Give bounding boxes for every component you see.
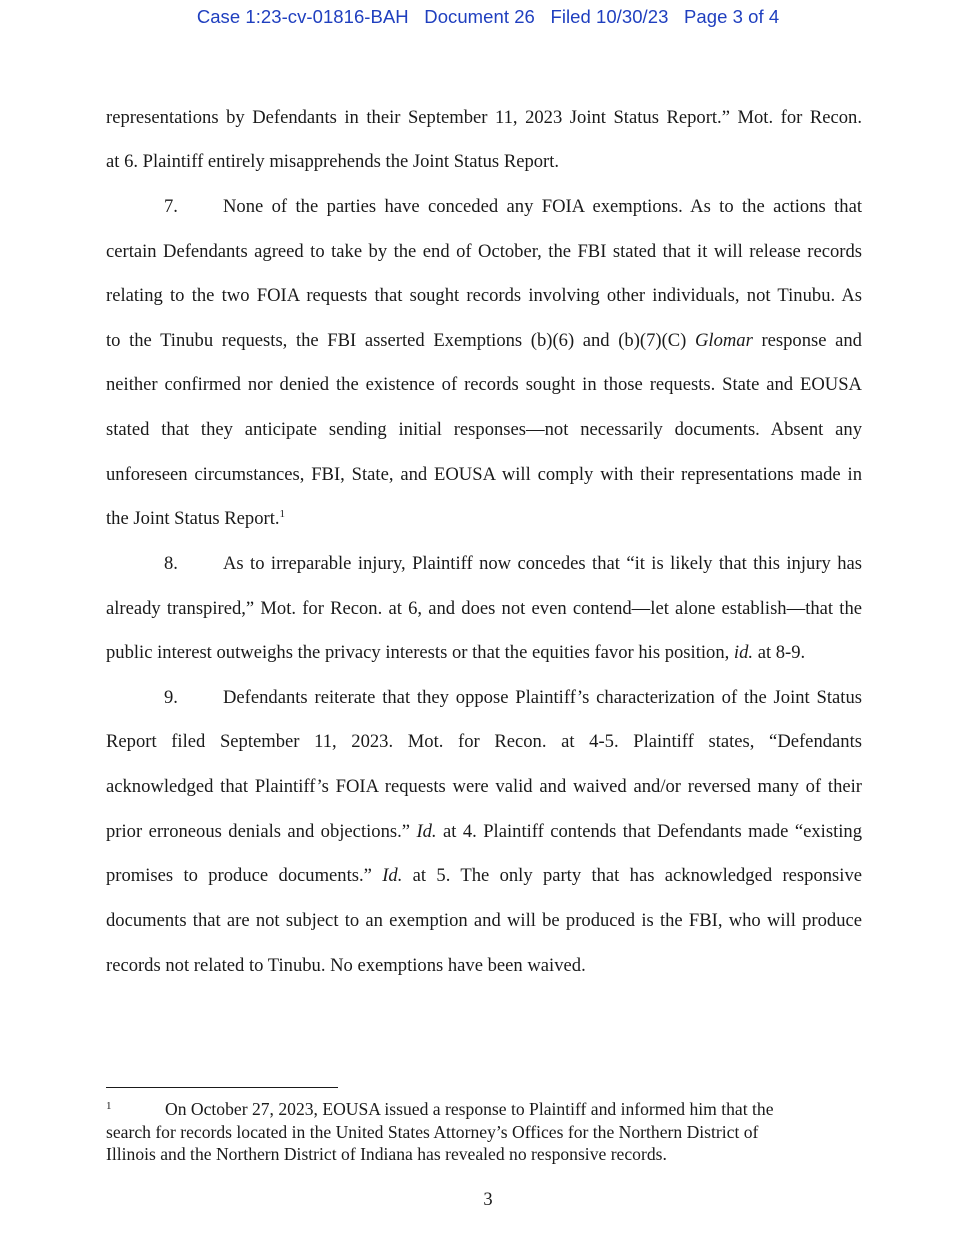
paragraph-7-line-2: certain Defendants agreed to take by the end of October, the FBI stated that it will release records (106, 241, 862, 262)
paragraph-9-line-2: Report filed September 11, 2023. Mot. for Recon. at 4-5. Plaintiff states, “Defendants (106, 731, 862, 752)
case-header (0, 6, 976, 28)
paragraph-7-line-7: unforeseen circumstances, FBI, State, and EOUSA will comply with their representations made in (106, 464, 862, 485)
paragraph-7-line-4-a: to the Tinubu requests, the FBI asserted Exemptions (b)(6) and (b)(7)(C) (106, 330, 695, 351)
paragraph-7-line-8 (106, 507, 862, 531)
paragraph-8-text: As to irreparable injury, Plaintiff now concedes that “it is likely that this injury has (223, 553, 862, 574)
paragraph-8-line-3-b: at 8-9. (753, 642, 806, 663)
paragraph-8-first-line (106, 552, 862, 576)
footnote-line-3: Illinois and the Northern District of Indiana has revealed no responsive records. (106, 1144, 667, 1164)
footnote-marker: 1 (106, 1100, 112, 1112)
paragraph-9-line-5 (106, 864, 862, 888)
paragraph-9-line-4-b: at 4. Plaintiff contends that Defendants made “existing (436, 821, 862, 842)
paragraph-7-line-4-b: response and (752, 330, 862, 351)
intro-line-1: representations by Defendants in their September 11, 2023 Joint Status Report.” Mot. for Recon. (106, 107, 862, 128)
id-citation: Id. (416, 821, 437, 842)
paragraph-7-first-line (106, 195, 862, 219)
id-citation: id. (733, 642, 754, 663)
paragraph-7-line-4 (106, 329, 862, 353)
paragraph-9-line-6: documents that are not subject to an exemption and will be produced is the FBI, who will produce (106, 910, 862, 931)
paragraph-8-line-2: already transpired,” Mot. for Recon. at 6, and does not even contend—let alone establish—that the (106, 598, 862, 619)
paragraph-7-line-3: relating to the two FOIA requests that sought records involving other individuals, not Tinubu. As (106, 285, 862, 306)
paragraph-9-text: Defendants reiterate that they oppose Plaintiff’s characterization of the Joint Status (223, 687, 862, 708)
id-citation: Id. (382, 865, 403, 886)
paragraph-9-line-5-b: at 5. The only party that has acknowledged responsive (402, 865, 862, 886)
page-number: 3 (483, 1190, 493, 1210)
footnote-divider (106, 1087, 338, 1088)
paragraph-7-line-5: neither confirmed nor denied the existence of records sought in those requests. State and EOUSA (106, 374, 862, 395)
footnote-reference[interactable]: 1 (279, 508, 286, 520)
paragraph-9-line-3: acknowledged that Plaintiff’s FOIA requests were valid and waived and/or reversed many of their (106, 776, 862, 797)
paragraph-number-9: 9. (164, 687, 178, 708)
case-number: Case 1:23-cv-01816-BAH (196, 6, 409, 27)
paragraph-7-line-6: stated that they anticipate sending initial responses—not necessarily documents. Absent any (106, 419, 862, 440)
paragraph-8-line-3 (106, 641, 862, 665)
footnote-line-1-text: On October 27, 2023, EOUSA issued a response to Plaintiff and informed him that the (165, 1099, 774, 1119)
paragraph-9-line-5-a: promises to produce documents.” (106, 865, 383, 886)
paragraph-number-7: 7. (164, 196, 178, 217)
paragraph-9-line-7: records not related to Tinubu. No exemptions have been waived. (106, 955, 586, 976)
document-number: Document 26 (424, 6, 535, 27)
paragraph-number-8: 8. (164, 553, 178, 574)
filed-date: Filed 10/30/23 (550, 6, 669, 27)
glomar-term: Glomar (694, 330, 753, 351)
paragraph-8-line-3-a: public interest outweighs the privacy interests or that the equities favor his position, (106, 642, 734, 663)
paragraph-7-text: None of the parties have conceded any FOIA exemptions. As to the actions that (223, 196, 862, 217)
paragraph-7-line-8-text: the Joint Status Report. (106, 508, 280, 529)
paragraph-9-first-line (106, 686, 862, 710)
paragraph-9-line-4-a: prior erroneous denials and objections.” (106, 821, 417, 842)
paragraph-9-line-4 (106, 820, 862, 844)
page-indicator: Page 3 of 4 (684, 6, 780, 27)
footnote-line-2: search for records located in the United States Attorney’s Offices for the Northern District of (106, 1122, 759, 1142)
intro-line-2: at 6. Plaintiff entirely misapprehends the Joint Status Report. (106, 151, 560, 172)
footnote-line-1 (106, 1098, 862, 1120)
